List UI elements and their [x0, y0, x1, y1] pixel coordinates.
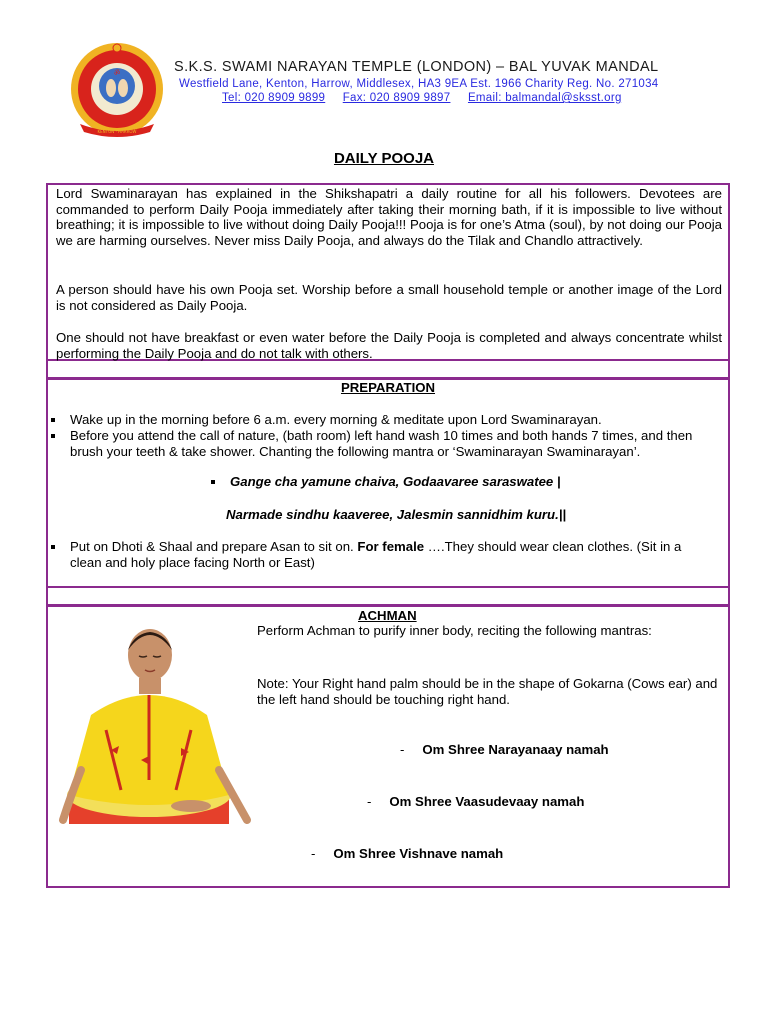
svg-text:ॐ: ॐ: [113, 69, 121, 77]
document-title: DAILY POOJA: [333, 150, 435, 167]
fax-link[interactable]: Fax: 020 8909 9897: [342, 92, 451, 104]
intro-paragraph-1: Lord Swaminarayan has explained in the Shikshapatri a daily routine for all his followers. Devotees are commanded to perform Daily Pooja immediately after taking their morning bath, if it is impossible to live without breathing; it is impossible to live without doing Daily Pooja!!! Pooja is for one’s Atma (soul), by not doing our Pooja we are harming ourselves. Never miss Daily Pooja, and always do the Tilak and Chandlo attractively.: [56, 186, 722, 248]
temple-logo: [66, 42, 168, 142]
preparation-bullet-3: Put on Dhoti & Shaal and prepare Asan to sit on. For female ….They should wear clean clothes. (Sit in a clean and holy place facing North or East): [70, 539, 710, 570]
organization-address: Westfield Lane, Kenton, Harrow, Middlesex, HA3 9EA Est. 1966 Charity Reg. No. 271034: [179, 78, 659, 90]
intro-paragraph-2: A person should have his own Pooja set. Worship before a small household temple or another image of the Lord is not considered as Daily Pooja.: [56, 282, 722, 313]
mantra-narayanaay: - Om Shree Narayanaay namah: [400, 742, 609, 757]
achman-heading: ACHMAN: [358, 608, 417, 623]
achman-intro: Perform Achman to purify inner body, reciting the following mantras:: [257, 623, 652, 638]
mantra-line-2: Narmade sindhu kaaveree, Jalesmin sannidhim kuru.||: [226, 507, 567, 522]
intro-box: [46, 183, 730, 361]
preparation-bullet-1: Wake up in the morning before 6 a.m. every morning & meditate upon Lord Swaminarayan.: [70, 412, 710, 428]
tel-link[interactable]: Tel: 020 8909 9899: [222, 92, 326, 104]
preparation-heading: PREPARATION: [340, 380, 436, 395]
email-link[interactable]: Email: balmandal@sksst.org: [467, 92, 622, 104]
mantra-line-1: Gange cha yamune chaiva, Godaavaree saraswatee |: [230, 474, 561, 489]
achman-note: Note: Your Right hand palm should be in the shape of Gokarna (Cows ear) and the left hand should be touching right hand.: [257, 676, 718, 707]
boy-foot: [171, 800, 211, 812]
mantra-vaasudevaay: - Om Shree Vaasudevaay namah: [367, 794, 585, 809]
boy-face: [128, 629, 172, 681]
mantra-vishnave: - Om Shree Vishnave namah: [311, 846, 504, 861]
preparation-bullet-2: Before you attend the call of nature, (bath room) left hand wash 10 times and both hands 7 times, and then brush your teeth & take shower. Chanting the following mantra or ‘Swaminarayan Swaminarayan’.: [70, 428, 710, 459]
section-spacer: [46, 361, 730, 379]
contact-line: [222, 92, 636, 104]
organization-title: S.K.S. SWAMI NARAYAN TEMPLE (LONDON) – BAL YUVAK MANDAL: [174, 59, 659, 75]
preparation-box: [46, 378, 730, 588]
meditating-boy-image: [51, 620, 261, 840]
for-female-label: For female: [357, 539, 425, 554]
section-spacer: [46, 587, 730, 606]
intro-paragraph-3: One should not have breakfast or even water before the Daily Pooja is completed and always concentrate whilst performing the Daily Pooja and do not talk with others.: [56, 330, 722, 361]
logo-banner-text: KENTON · HARROW: [97, 129, 137, 134]
achman-box: [46, 605, 730, 888]
